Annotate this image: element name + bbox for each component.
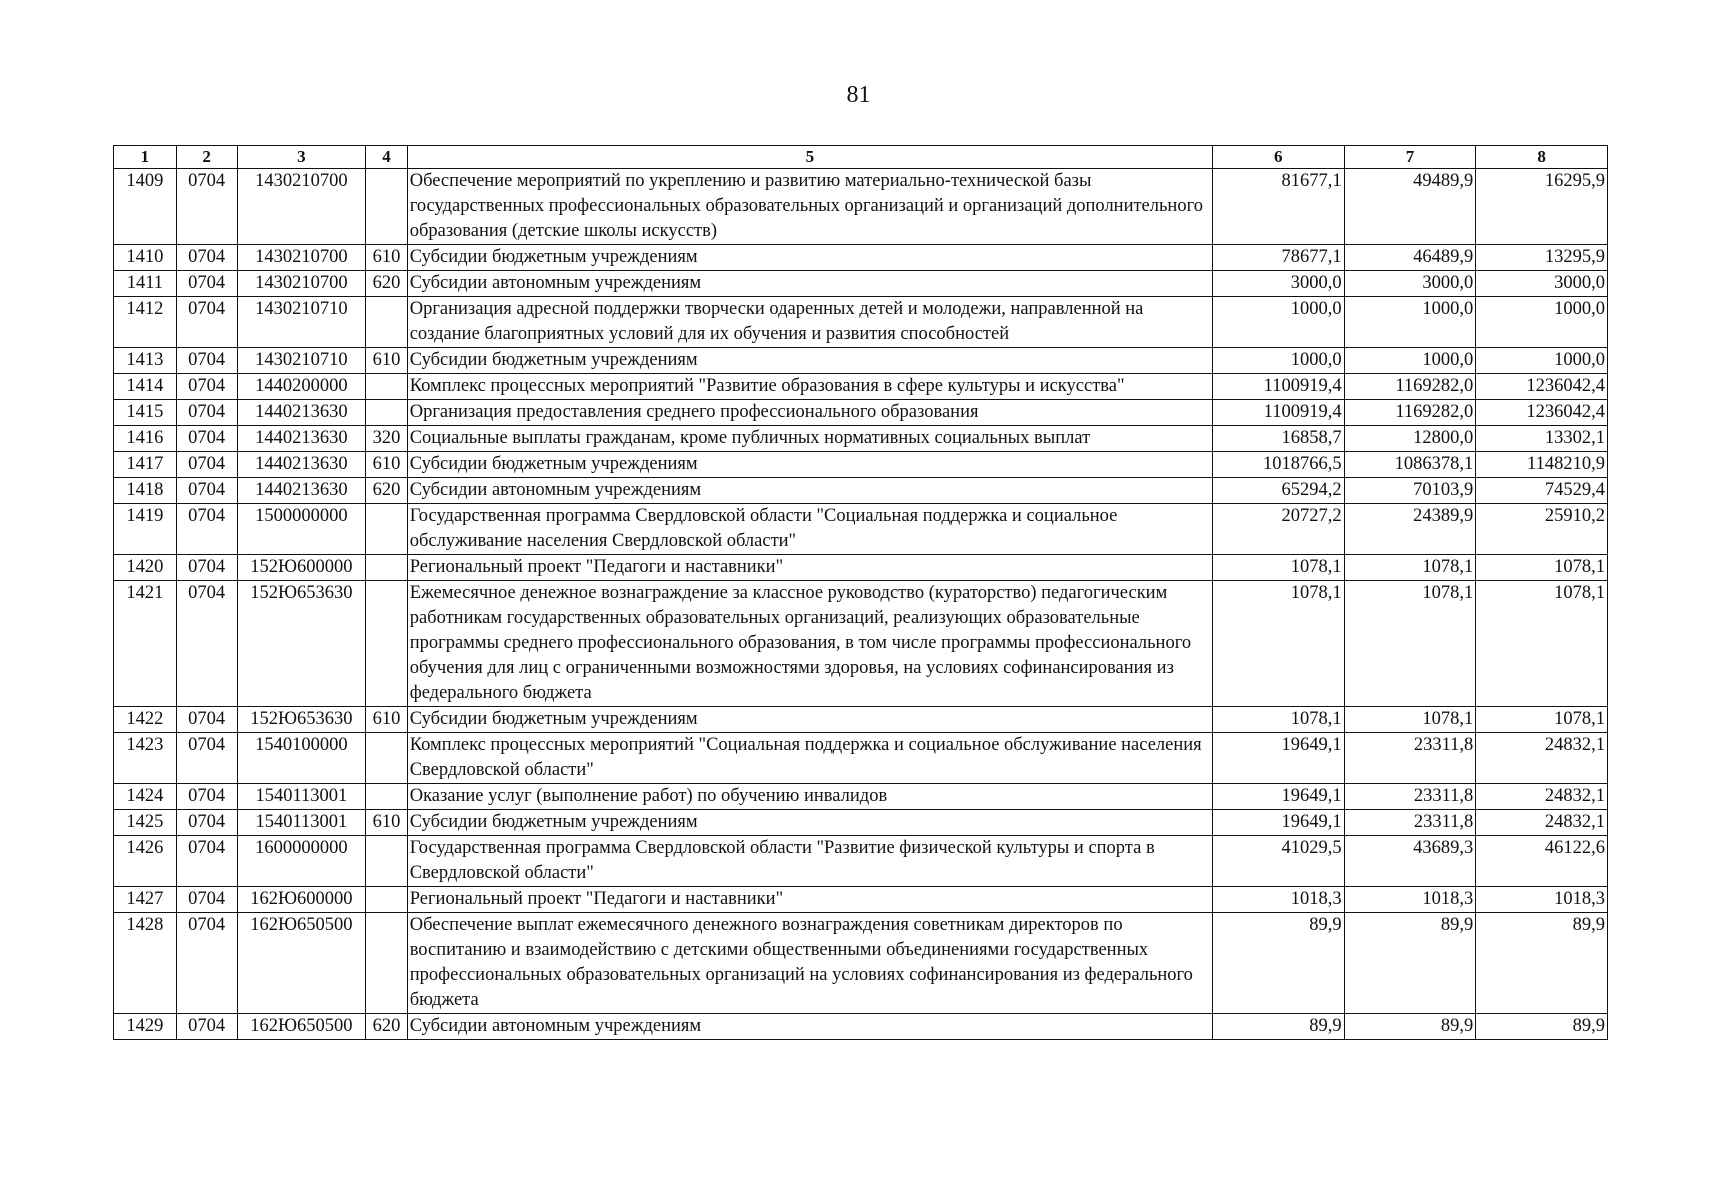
target-article-code: 1440200000 [237,374,366,400]
amount-col-6: 1018,3 [1212,887,1344,913]
row-number: 1412 [114,297,177,348]
expense-type-code [366,169,408,245]
row-description: Ежемесячное денежное вознаграждение за классное руководство (кураторство) педагогическим работникам государственных образовательных организаций, реализующих образовательные программы среднего профессионального образования, в том числе программы профессионального обучения для лиц с ограниченными возможностями здоровья, на условиях софинансирования из федерального бюджета [407,581,1212,707]
expense-type-code [366,297,408,348]
target-article-code: 1430210700 [237,169,366,245]
amount-col-7: 1078,1 [1344,707,1476,733]
row-description: Организация адресной поддержки творчески одаренных детей и молодежи, направленной на создание благоприятных условий для их обучения и развития способностей [407,297,1212,348]
table-row [114,733,1608,784]
section-code: 0704 [176,810,237,836]
section-code: 0704 [176,426,237,452]
amount-col-6: 89,9 [1212,1014,1344,1040]
amount-col-7: 1169282,0 [1344,400,1476,426]
amount-col-8: 1018,3 [1476,887,1608,913]
row-number: 1420 [114,555,177,581]
section-code: 0704 [176,504,237,555]
amount-col-6: 1018766,5 [1212,452,1344,478]
table-row [114,1014,1608,1040]
amount-col-6: 1100919,4 [1212,400,1344,426]
target-article-code: 1430210700 [237,271,366,297]
amount-col-7: 24389,9 [1344,504,1476,555]
amount-col-8: 25910,2 [1476,504,1608,555]
expense-type-code [366,504,408,555]
expense-type-code [366,913,408,1014]
table-row [114,348,1608,374]
target-article-code: 152Ю653630 [237,581,366,707]
amount-col-8: 24832,1 [1476,784,1608,810]
row-number: 1427 [114,887,177,913]
amount-col-8: 1000,0 [1476,297,1608,348]
table-row [114,784,1608,810]
amount-col-8: 16295,9 [1476,169,1608,245]
page-number: 81 [846,82,871,108]
section-code: 0704 [176,452,237,478]
amount-col-8: 24832,1 [1476,733,1608,784]
amount-col-6: 65294,2 [1212,478,1344,504]
table-row [114,887,1608,913]
expense-type-code: 610 [366,707,408,733]
section-code: 0704 [176,374,237,400]
row-description: Оказание услуг (выполнение работ) по обучению инвалидов [407,784,1212,810]
row-number: 1429 [114,1014,177,1040]
amount-col-8: 13295,9 [1476,245,1608,271]
target-article-code: 1500000000 [237,504,366,555]
target-article-code: 1540113001 [237,810,366,836]
expense-type-code [366,784,408,810]
amount-col-8: 1078,1 [1476,707,1608,733]
amount-col-6: 1000,0 [1212,348,1344,374]
row-description: Организация предоставления среднего профессионального образования [407,400,1212,426]
amount-col-6: 1078,1 [1212,707,1344,733]
table-body [114,169,1608,1040]
expense-type-code [366,733,408,784]
row-description: Субсидии бюджетным учреждениям [407,245,1212,271]
row-description: Социальные выплаты гражданам, кроме публичных нормативных социальных выплат [407,426,1212,452]
header-cell-3: 3 [237,146,366,169]
row-number: 1419 [114,504,177,555]
amount-col-7: 1018,3 [1344,887,1476,913]
table-row [114,555,1608,581]
amount-col-7: 1086378,1 [1344,452,1476,478]
row-number: 1418 [114,478,177,504]
section-code: 0704 [176,245,237,271]
amount-col-8: 13302,1 [1476,426,1608,452]
table-row [114,245,1608,271]
expense-type-code [366,400,408,426]
amount-col-8: 1236042,4 [1476,374,1608,400]
target-article-code: 152Ю600000 [237,555,366,581]
target-article-code: 1440213630 [237,426,366,452]
amount-col-7: 23311,8 [1344,784,1476,810]
row-description: Государственная программа Свердловской области "Социальная поддержка и социальное обслуживание населения Свердловской области" [407,504,1212,555]
row-description: Комплекс процессных мероприятий "Социальная поддержка и социальное обслуживание населения Свердловской области" [407,733,1212,784]
header-cell-6: 6 [1212,146,1344,169]
target-article-code: 1540113001 [237,784,366,810]
target-article-code: 1430210700 [237,245,366,271]
expense-type-code [366,581,408,707]
row-number: 1425 [114,810,177,836]
table-row [114,169,1608,245]
table-row [114,913,1608,1014]
row-number: 1409 [114,169,177,245]
header-cell-8: 8 [1476,146,1608,169]
expense-type-code [366,555,408,581]
expense-type-code: 610 [366,348,408,374]
row-description: Субсидии бюджетным учреждениям [407,452,1212,478]
target-article-code: 1430210710 [237,297,366,348]
expense-type-code: 620 [366,478,408,504]
section-code: 0704 [176,887,237,913]
target-article-code: 162Ю600000 [237,887,366,913]
section-code: 0704 [176,836,237,887]
amount-col-8: 74529,4 [1476,478,1608,504]
row-number: 1428 [114,913,177,1014]
section-code: 0704 [176,913,237,1014]
amount-col-7: 23311,8 [1344,810,1476,836]
amount-col-8: 1000,0 [1476,348,1608,374]
row-number: 1426 [114,836,177,887]
amount-col-6: 1078,1 [1212,555,1344,581]
amount-col-7: 3000,0 [1344,271,1476,297]
section-code: 0704 [176,581,237,707]
row-description: Субсидии автономным учреждениям [407,271,1212,297]
row-description: Региональный проект "Педагоги и наставники" [407,887,1212,913]
amount-col-7: 1078,1 [1344,581,1476,707]
amount-col-7: 46489,9 [1344,245,1476,271]
amount-col-6: 3000,0 [1212,271,1344,297]
amount-col-6: 1100919,4 [1212,374,1344,400]
row-description: Субсидии автономным учреждениям [407,478,1212,504]
amount-col-7: 49489,9 [1344,169,1476,245]
header-cell-4: 4 [366,146,408,169]
target-article-code: 1440213630 [237,478,366,504]
amount-col-8: 89,9 [1476,913,1608,1014]
row-number: 1416 [114,426,177,452]
amount-col-7: 1000,0 [1344,297,1476,348]
row-description: Субсидии бюджетным учреждениям [407,348,1212,374]
amount-col-8: 89,9 [1476,1014,1608,1040]
amount-col-6: 89,9 [1212,913,1344,1014]
expense-type-code [366,887,408,913]
amount-col-8: 46122,6 [1476,836,1608,887]
amount-col-6: 78677,1 [1212,245,1344,271]
target-article-code: 1440213630 [237,452,366,478]
table-row [114,271,1608,297]
table-row [114,707,1608,733]
header-cell-7: 7 [1344,146,1476,169]
row-description: Комплекс процессных мероприятий "Развитие образования в сфере культуры и искусства" [407,374,1212,400]
amount-col-8: 3000,0 [1476,271,1608,297]
amount-col-6: 81677,1 [1212,169,1344,245]
row-number: 1413 [114,348,177,374]
amount-col-7: 1169282,0 [1344,374,1476,400]
section-code: 0704 [176,271,237,297]
expense-type-code: 320 [366,426,408,452]
amount-col-7: 43689,3 [1344,836,1476,887]
expense-type-code: 610 [366,245,408,271]
amount-col-7: 89,9 [1344,1014,1476,1040]
table-row [114,478,1608,504]
section-code: 0704 [176,707,237,733]
section-code: 0704 [176,400,237,426]
row-description: Субсидии бюджетным учреждениям [407,707,1212,733]
row-number: 1417 [114,452,177,478]
target-article-code: 1540100000 [237,733,366,784]
amount-col-6: 19649,1 [1212,733,1344,784]
target-article-code: 1440213630 [237,400,366,426]
target-article-code: 162Ю650500 [237,1014,366,1040]
amount-col-6: 20727,2 [1212,504,1344,555]
table-row [114,810,1608,836]
section-code: 0704 [176,297,237,348]
target-article-code: 162Ю650500 [237,913,366,1014]
expense-type-code: 620 [366,271,408,297]
table-row [114,581,1608,707]
row-description: Обеспечение выплат ежемесячного денежного вознаграждения советникам директоров по воспитанию и взаимодействию с детскими общественными объединениями государственных профессиональных образовательных организаций на условиях софинансирования из федерального бюджета [407,913,1212,1014]
row-description: Субсидии бюджетным учреждениям [407,810,1212,836]
amount-col-8: 1078,1 [1476,555,1608,581]
section-code: 0704 [176,784,237,810]
row-description: Обеспечение мероприятий по укреплению и развитию материально-технической базы государственных профессиональных образовательных организаций и организаций дополнительного образования (детские школы искусств) [407,169,1212,245]
expense-type-code [366,374,408,400]
header-cell-2: 2 [176,146,237,169]
table-row [114,452,1608,478]
expense-type-code: 610 [366,810,408,836]
table-row [114,426,1608,452]
row-description: Государственная программа Свердловской области "Развитие физической культуры и спорта в Свердловской области" [407,836,1212,887]
row-number: 1414 [114,374,177,400]
row-number: 1410 [114,245,177,271]
table-row [114,400,1608,426]
expense-type-code: 610 [366,452,408,478]
target-article-code: 1600000000 [237,836,366,887]
row-description: Региональный проект "Педагоги и наставники" [407,555,1212,581]
section-code: 0704 [176,169,237,245]
amount-col-7: 1000,0 [1344,348,1476,374]
amount-col-7: 12800,0 [1344,426,1476,452]
table-row [114,836,1608,887]
amount-col-7: 23311,8 [1344,733,1476,784]
row-description: Субсидии автономным учреждениям [407,1014,1212,1040]
amount-col-7: 89,9 [1344,913,1476,1014]
header-cell-5: 5 [407,146,1212,169]
expense-type-code [366,836,408,887]
header-cell-1: 1 [114,146,177,169]
row-number: 1424 [114,784,177,810]
section-code: 0704 [176,348,237,374]
row-number: 1423 [114,733,177,784]
amount-col-6: 19649,1 [1212,810,1344,836]
amount-col-8: 1148210,9 [1476,452,1608,478]
section-code: 0704 [176,733,237,784]
row-number: 1422 [114,707,177,733]
budget-table [113,145,1608,1040]
amount-col-6: 1000,0 [1212,297,1344,348]
table-row [114,504,1608,555]
section-code: 0704 [176,478,237,504]
amount-col-8: 1236042,4 [1476,400,1608,426]
target-article-code: 152Ю653630 [237,707,366,733]
amount-col-7: 70103,9 [1344,478,1476,504]
expense-type-code: 620 [366,1014,408,1040]
target-article-code: 1430210710 [237,348,366,374]
amount-col-6: 1078,1 [1212,581,1344,707]
header-row [114,146,1608,169]
row-number: 1415 [114,400,177,426]
section-code: 0704 [176,555,237,581]
amount-col-8: 1078,1 [1476,581,1608,707]
row-number: 1421 [114,581,177,707]
section-code: 0704 [176,1014,237,1040]
amount-col-6: 41029,5 [1212,836,1344,887]
table-row [114,374,1608,400]
amount-col-8: 24832,1 [1476,810,1608,836]
amount-col-7: 1078,1 [1344,555,1476,581]
amount-col-6: 16858,7 [1212,426,1344,452]
amount-col-6: 19649,1 [1212,784,1344,810]
row-number: 1411 [114,271,177,297]
table-row [114,297,1608,348]
